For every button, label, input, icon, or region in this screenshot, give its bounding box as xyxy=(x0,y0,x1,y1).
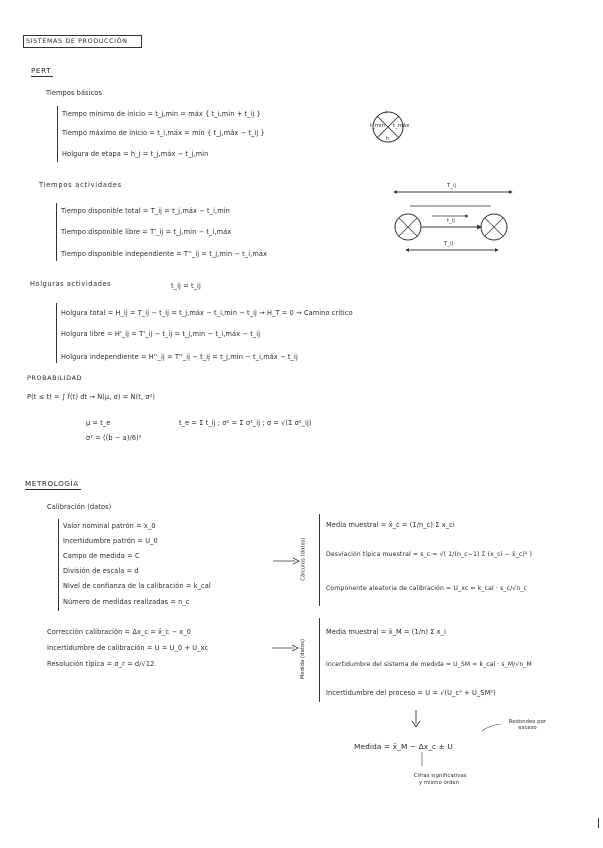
pert-heading: PERT xyxy=(31,66,52,75)
probabilidad-te: t_e = Σ t_ij ; σ² = Σ σ²_ij ; σ = √(Σ σ²_ij) xyxy=(179,419,312,427)
diagram-label-T-bottom: T_ij xyxy=(444,241,454,247)
arrow-to-medida xyxy=(272,645,298,651)
dato-nivel-confianza: Nivel de confianza de la calibración = k_cal xyxy=(63,582,211,590)
calculo-componente-aleatoria: Componente aleatoria de calibración = U_xc = k_cal · s_c/√n_c xyxy=(326,585,528,592)
tiempo-disponible-libre: Tiempo disponible libre = T'_ij = t_j,min − t_i,máx xyxy=(61,228,232,236)
medida-media-muestral: Media muestral = x̄_M = (1/n) Σ x_i xyxy=(326,628,447,636)
diagram-label-T-top: T_ij xyxy=(447,183,457,189)
tiempos-actividades-heading: Tiempos actividades xyxy=(39,181,122,189)
holguras-heading: Holguras actividades xyxy=(30,280,112,288)
annotation-redondeo: Redondeo por exceso xyxy=(508,719,547,731)
calculo-desviacion-tipica: Desviación típica muestral = s_c = √( 1/(n_c−1) Σ (x_ci − x̄_c)² ) xyxy=(326,551,533,558)
dato-campo-medida: Campo de medida = C xyxy=(63,552,140,560)
node-label-tmax: t_máx xyxy=(393,123,410,129)
page-title: SISTEMAS DE PRODUCCIÓN xyxy=(26,37,128,45)
dato-division-escala: División de escala = d xyxy=(63,567,139,575)
correccion-calibracion: Corrección calibración = Δx_c = x̄_c − x_0 xyxy=(47,628,191,636)
probabilidad-sigma: σ² = ((b − a)/6)² xyxy=(86,434,142,442)
tiempo-maximo-inicio: Tiempo máximo de inicio = t_i,máx = mín { t_j,máx − t_ij } xyxy=(62,129,265,137)
metrologia-heading: METROLOGÍA xyxy=(25,479,79,488)
dato-numero-medidas: Número de medidas realizadas = n_c xyxy=(63,598,190,606)
medida-vertical-label: Medida (datos) xyxy=(300,638,307,680)
tiempo-minimo-inicio: Tiempo mínimo de inicio = t_j,min = máx { t_i,min + t_ij } xyxy=(62,110,261,118)
holgura-independiente: Holgura independiente = H''_ij = T''_ij − t_ij = t_j,min − t_i,máx − t_ij xyxy=(61,353,298,361)
arrow-to-result xyxy=(412,710,420,728)
probabilidad-heading: PROBABILIDAD xyxy=(27,374,83,382)
edge-mark xyxy=(598,818,599,828)
node-label-h: h xyxy=(386,136,390,142)
probabilidad-mu: μ = t_e xyxy=(86,419,111,427)
holgura-libre: Holgura libre = H'_ij = T'_ij − t_ij = t_j,min − t_i,máx − t_ij xyxy=(61,330,261,338)
metrologia-underline xyxy=(25,489,81,490)
medida-incertidumbre-sistema: Incertidumbre del sistema de medida = U_SM = k_cal · s_M/√n_M xyxy=(326,661,532,668)
holguras-brace xyxy=(56,303,57,363)
holguras-note: t_ij = t_ij xyxy=(171,282,201,290)
calculos-brace xyxy=(319,514,320,606)
tiempo-disponible-independiente: Tiempo disponible independiente = T''_ij = t_j,min − t_i,máx xyxy=(61,250,268,258)
calculos-vertical-label: Cálculos (datos) xyxy=(300,537,307,581)
tiempos-basicos-heading: Tiempos básicos xyxy=(46,89,102,97)
node-label-tmin: t_min xyxy=(370,123,385,129)
calibracion-heading: Calibración (datos) xyxy=(47,503,112,511)
tiempos-actividades-brace xyxy=(56,203,57,261)
probabilidad-line1: P(t ≤ t) = ∫ f(t) dt → N(μ, σ) = N(t, σ²) xyxy=(27,393,156,401)
resultado-medida: Medida = x̄_M − Δx_c ± U xyxy=(354,742,453,751)
tiempos-basicos-brace xyxy=(57,106,58,162)
dato-incertidumbre-patron: Incertidumbre patrón = U_0 xyxy=(63,537,158,545)
holgura-etapa: Holgura de etapa = h_j = t_j,máx − t_j,min xyxy=(62,150,209,158)
arrow-to-calculos xyxy=(273,558,299,564)
medida-brace xyxy=(319,618,320,702)
annotation-bottom-arrow xyxy=(418,752,430,768)
annotation-top-arrow xyxy=(480,722,502,732)
tiempo-disponible-total: Tiempo disponible total = T_ij = t_j,máx − t_i,min xyxy=(61,207,230,215)
calculo-media-muestral: Media muestral = x̄_c = (1/n_c) Σ x_ci xyxy=(326,521,455,529)
medida-incertidumbre-proceso: Incertidumbre del proceso = U = √(U_c² + U_SM²) xyxy=(326,689,496,697)
pert-underline xyxy=(31,76,53,77)
holgura-total: Holgura total = H_ij = T_ij − t_ij = t_j,máx − t_i,min − t_ij → H_T = 0 → Camino crítico xyxy=(61,309,353,317)
annotation-orden: y mismo orden xyxy=(419,780,460,786)
resolucion-tipica: Resolución típica = σ_r = d/√12 xyxy=(47,660,155,668)
diagram-label-t-mid: t_ij xyxy=(447,218,455,224)
dato-valor-nominal: Valor nominal patrón = x_0 xyxy=(63,522,156,530)
node-label-i: i xyxy=(386,110,388,116)
incertidumbre-calibracion: Incertidumbre de calibración = U = U_0 + U_xc xyxy=(47,644,209,652)
datos-brace xyxy=(58,519,59,611)
annotation-cifras: Cifras significativas xyxy=(414,773,467,779)
